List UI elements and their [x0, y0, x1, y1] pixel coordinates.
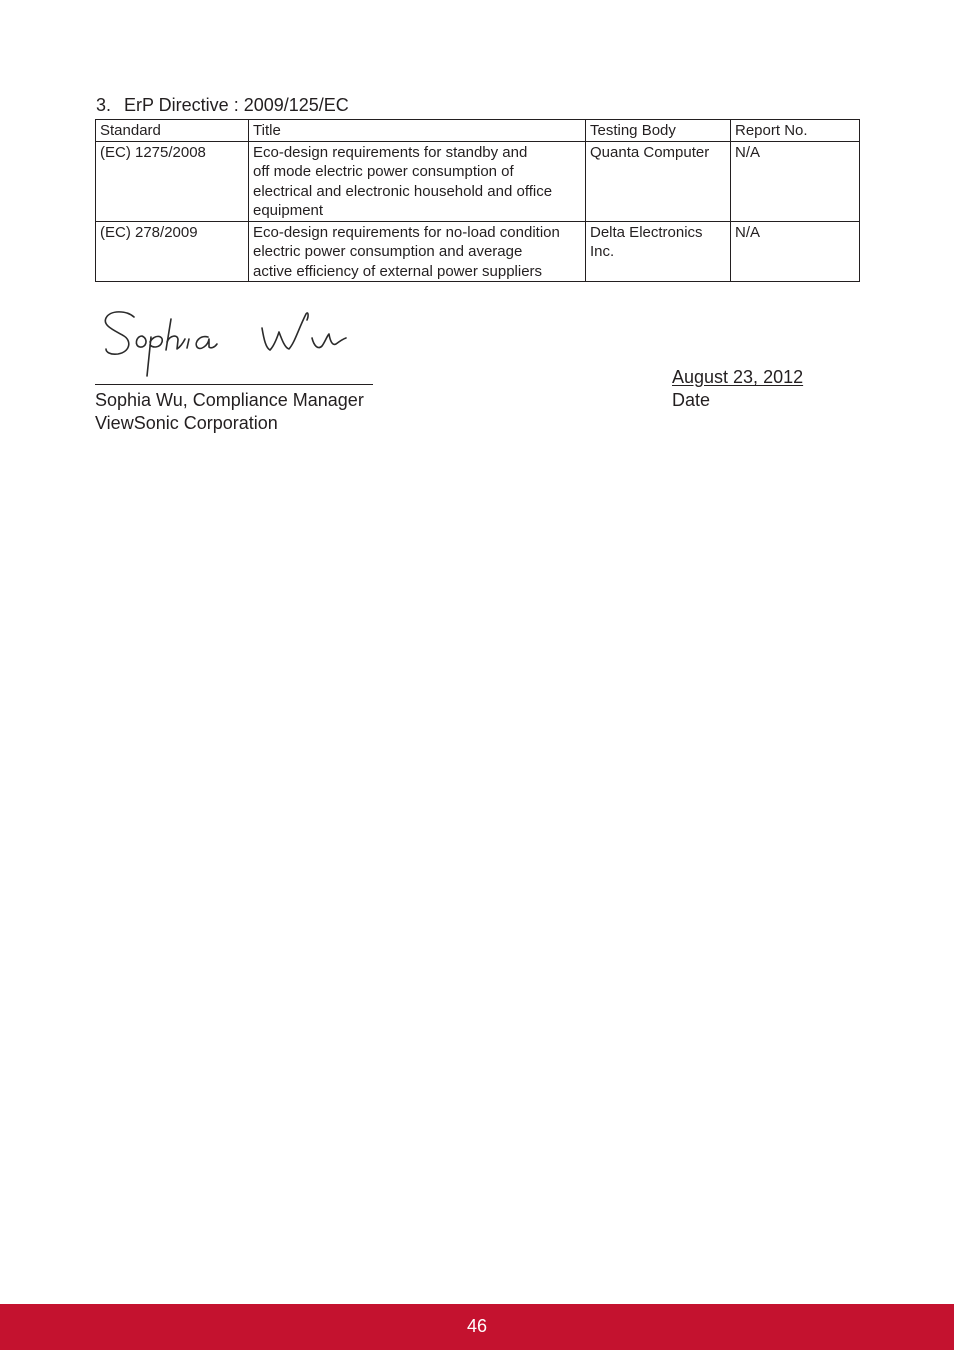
testing-body-line: Quanta Computer: [590, 143, 710, 161]
cell-standard: (EC) 1275/2008: [96, 141, 249, 221]
title-line: off mode electric power consumption of: [253, 163, 514, 180]
cell-testing-body: [586, 221, 731, 282]
header-title: Title: [249, 120, 586, 142]
header-testing-body: Testing Body: [586, 120, 731, 142]
cell-standard: (EC) 278/2009: [96, 221, 249, 282]
table-row: [96, 141, 860, 221]
handwritten-signature: [96, 306, 362, 380]
signatory-name-title: Sophia Wu, Compliance Manager: [95, 390, 364, 410]
section-title: ErP Directive : 2009/125/EC: [124, 95, 349, 115]
table-header-row: [96, 120, 860, 142]
signatory-company: ViewSonic Corporation: [95, 413, 278, 433]
signatory-block: [95, 389, 364, 435]
cell-title: [249, 141, 586, 221]
cell-title: [249, 221, 586, 282]
title-line: equipment: [253, 202, 324, 219]
table-row: [96, 221, 860, 282]
title-line: Eco-design requirements for no-load condition: [253, 223, 560, 241]
title-line: electric power consumption and average: [253, 243, 523, 260]
signature-line: [95, 384, 373, 385]
testing-body-line: Delta Electronics: [590, 223, 703, 241]
section-number: 3.: [96, 95, 112, 115]
header-standard: Standard: [96, 120, 249, 142]
cell-report-no: N/A: [731, 221, 860, 282]
date-label: Date: [672, 390, 711, 410]
header-report-no: Report No.: [731, 120, 860, 142]
section-heading: [96, 94, 349, 116]
title-line: Eco-design requirements for standby and: [253, 143, 528, 161]
title-line: electrical and electronic household and office: [253, 182, 553, 200]
testing-body-line: Inc.: [590, 243, 615, 260]
erp-standards-table: [95, 119, 860, 282]
cell-report-no: N/A: [731, 141, 860, 221]
signature-date: August 23, 2012: [672, 367, 804, 387]
page-number: 46: [466, 1316, 488, 1336]
title-line: active efficiency of external power suppliers: [253, 262, 543, 280]
cell-testing-body: [586, 141, 731, 221]
